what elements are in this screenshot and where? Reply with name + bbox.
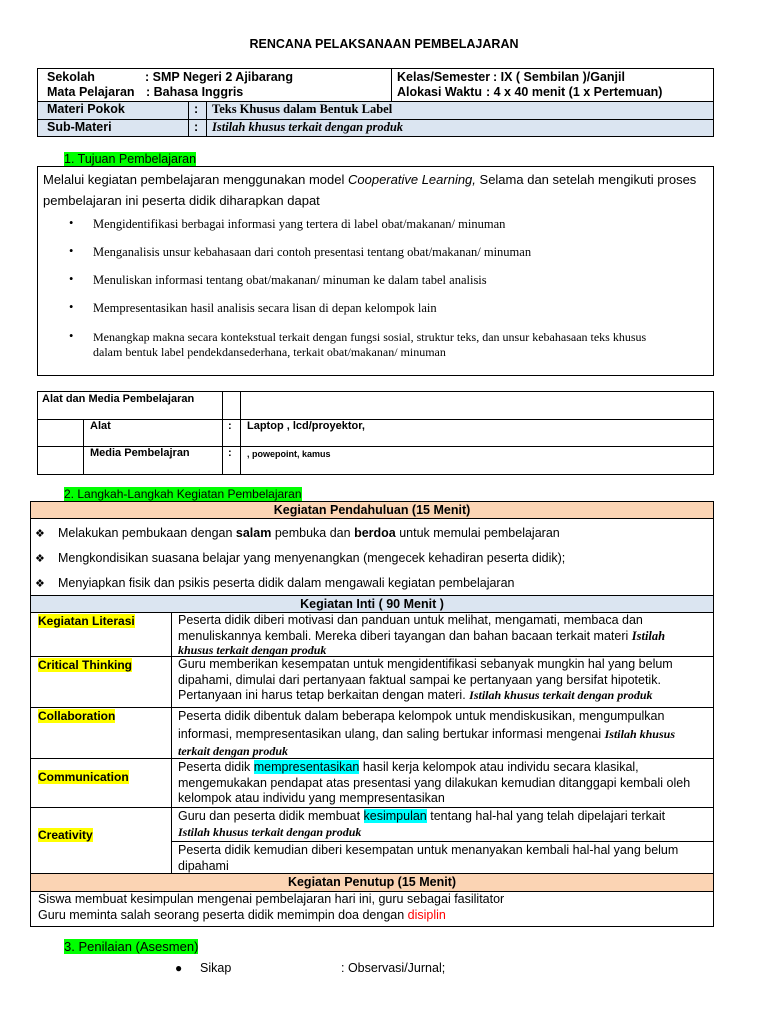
divider (222, 392, 223, 474)
collab-text: Peserta didik dibentuk dalam beberapa kelompok untuk mendiskusikan, mengumpulkan informasi, mempresentasikan ulang, dan saling bertukar informasi mengenai Istilah khusus terkait dengan produk (178, 709, 709, 760)
kelas-label: Kelas/Semester (397, 70, 491, 84)
collab-label: Collaboration (38, 709, 116, 723)
sikap-label: Sikap (200, 961, 232, 975)
header-table (37, 68, 714, 137)
penutup-title: Kegiatan Penutup (15 Menit) (30, 873, 714, 892)
creat-text-1: Guru dan peserta didik membuat kesimpulan tentang hal-hal yang telah dipelajari terkait Istilah khusus terkait dengan produk (178, 809, 709, 839)
langkah-heading: 2. Langkah-Langkah Kegiatan Pembelajaran (64, 487, 302, 501)
creat-label: Creativity (38, 828, 93, 842)
diamond-bullet: ❖ (35, 553, 45, 565)
divider (240, 392, 241, 474)
materi-label: Materi Pokok (47, 102, 125, 116)
tujuan-item-3: Menuliskan informasi tentang obat/makanan/ minuman ke dalam tabel analisis (93, 273, 487, 287)
media-value: , powepoint, kamus (247, 449, 331, 459)
alokasi-value: : 4 x 40 menit (1 x Pertemuan) (486, 85, 663, 99)
tujuan-intro: Melalui kegiatan pembelajaran menggunakan model Cooperative Learning, Selama dan setelah mengikuti proses pembelajaran ini peserta didik diharapkan dapat (43, 172, 697, 208)
alat-heading: Alat dan Media Pembelajaran (42, 393, 195, 405)
diamond-bullet: ❖ (35, 578, 45, 590)
pendahuluan-item-1: Melakukan pembukaan dengan salam pembuka dan berdoa untuk memulai pembelajaran (58, 526, 560, 540)
divider (31, 807, 713, 808)
divider (38, 419, 713, 420)
penutup-line-2: Guru meminta salah seorang peserta didik memimpin doa dengan disiplin (38, 908, 446, 922)
submateri-colon: : (194, 120, 199, 134)
submateri-label: Sub-Materi (47, 120, 112, 134)
literasi-label: Kegiatan Literasi (38, 614, 135, 628)
critical-text: Guru memberikan kesempatan untuk mengidentifikasi sebanyak mungkin hal yang belum dipahami, dimulai dari pertanyaan faktual sampai ke pertanyaan yang bersifat hipotetik. Pertanyaan ini harus tetap berkaitan dengan materi. Istilah khusus terkait dengan produk (178, 657, 709, 704)
inti-table (30, 612, 714, 874)
media-label: Media Pembelajran (90, 447, 190, 459)
tujuan-box (37, 166, 714, 376)
materi-value: Teks Khusus dalam Bentuk Label (212, 102, 393, 116)
critical-line-3: Pertanyaan ini harus tetap berkaitan dengan materi. Istilah khusus terkait dengan produk (178, 688, 653, 702)
bullet: ● (175, 961, 183, 975)
creat-text-2: Peserta didik kemudian diberi kesempatan untuk menanyakan kembali hal-hal yang belum dipahami (178, 843, 679, 873)
alokasi-label: Alokasi Waktu (397, 85, 482, 99)
creat-line-1: Guru dan peserta didik membuat kesimpulan tentang hal-hal yang telah dipelajari terkait (178, 809, 666, 823)
penutup-line-1: Siswa membuat kesimpulan mengenai pembelajaran hari ini, guru sebagai fasilitator (38, 892, 505, 906)
alat-colon: : (228, 420, 232, 432)
pendahuluan-item-3: Menyiapkan fisik dan psikis peserta didik dalam mengawali kegiatan pembelajaran (58, 576, 515, 590)
media-colon: : (228, 447, 232, 459)
penilaian-heading: 3. Penilaian (Asesmen) (64, 939, 199, 954)
divider (391, 69, 392, 101)
alat-label: Alat (90, 420, 111, 432)
kelas-value: : IX ( Sembilan )/Ganjil (493, 70, 625, 84)
literasi-line-2: menuliskannya kembali. Mereka diberi tayangan dan bahan bacaan terkait materi Istilah (178, 628, 666, 643)
inti-title: Kegiatan Inti ( 90 Menit ) (30, 595, 714, 613)
bullet: • (69, 244, 74, 258)
bullet: • (69, 329, 74, 343)
tujuan-item-2: Menganalisis unsur kebahasaan dari contoh presentasi tentang obat/makanan/ minuman (93, 245, 532, 259)
bullet: • (69, 216, 74, 230)
collab-line-2: informasi, mempresentasikan ulang, dan saling bertukar informasi mengenai Istilah khusus (178, 726, 675, 741)
materi-colon: : (194, 102, 199, 116)
pendahuluan-title: Kegiatan Pendahuluan (15 Menit) (30, 501, 714, 519)
critical-label: Critical Thinking (38, 658, 133, 672)
pendahuluan-item-2: Mengkondisikan suasana belajar yang menyenangkan (mengecek kehadiran peserta didik); (58, 551, 566, 565)
divider (31, 707, 713, 708)
alat-table (37, 391, 714, 475)
tujuan-item-5: Menangkap makna secara kontekstual terkait dengan fungsi sosial, struktur teks, dan unsur kebahasaan teks khusus (93, 330, 647, 344)
sikap-value: : Observasi/Jurnal; (341, 961, 446, 975)
comm-text: Peserta didik mempresentasikan hasil kerja kelompok atau individu secara klasikal, mengemukakan pendapat atas presentasi yang dilakukan kemudian ditanggapi kembali oleh kelompok atau individu yang mempresentasikan (178, 760, 709, 807)
tujuan-item-5-cont: dalam bentuk label pendekdansederhana, terkait obat/makanan/ minuman (93, 345, 446, 359)
alat-value: Laptop , lcd/proyektor, (247, 420, 365, 432)
bullet: • (69, 300, 74, 314)
page-title: RENCANA PELAKSANAAN PEMBELAJARAN (249, 37, 519, 51)
tujuan-heading: 1. Tujuan Pembelajaran (64, 152, 197, 166)
sekolah-value: : SMP Negeri 2 Ajibarang (145, 70, 293, 84)
pendahuluan-box (30, 518, 714, 596)
comm-line-1: Peserta didik mempresentasikan hasil kerja kelompok atau individu secara klasikal, (178, 760, 639, 774)
submateri-value: Istilah khusus terkait dengan produk (212, 120, 404, 134)
tujuan-item-4: Mempresentasikan hasil analisis secara lisan di depan kelompok lain (93, 301, 437, 315)
penutup-box (30, 891, 714, 927)
mapel-label: Mata Pelajaran (47, 85, 135, 99)
sekolah-label: Sekolah (47, 70, 95, 84)
comm-label: Communication (38, 770, 129, 784)
bullet: • (69, 272, 74, 286)
literasi-text: Peserta didik diberi motivasi dan panduan untuk melihat, mengamati, membaca dan menuliskannya kembali. Mereka diberi tayangan dan bahan bacaan terkait materi Istilah khusus terkait dengan produk (178, 613, 709, 657)
tujuan-item-1: Mengidentifikasi berbagai informasi yang tertera di label obat/makanan/ minuman (93, 217, 506, 231)
mapel-value: : Bahasa Inggris (146, 85, 244, 99)
divider (171, 841, 713, 842)
diamond-bullet: ❖ (35, 528, 45, 540)
divider (171, 613, 172, 873)
